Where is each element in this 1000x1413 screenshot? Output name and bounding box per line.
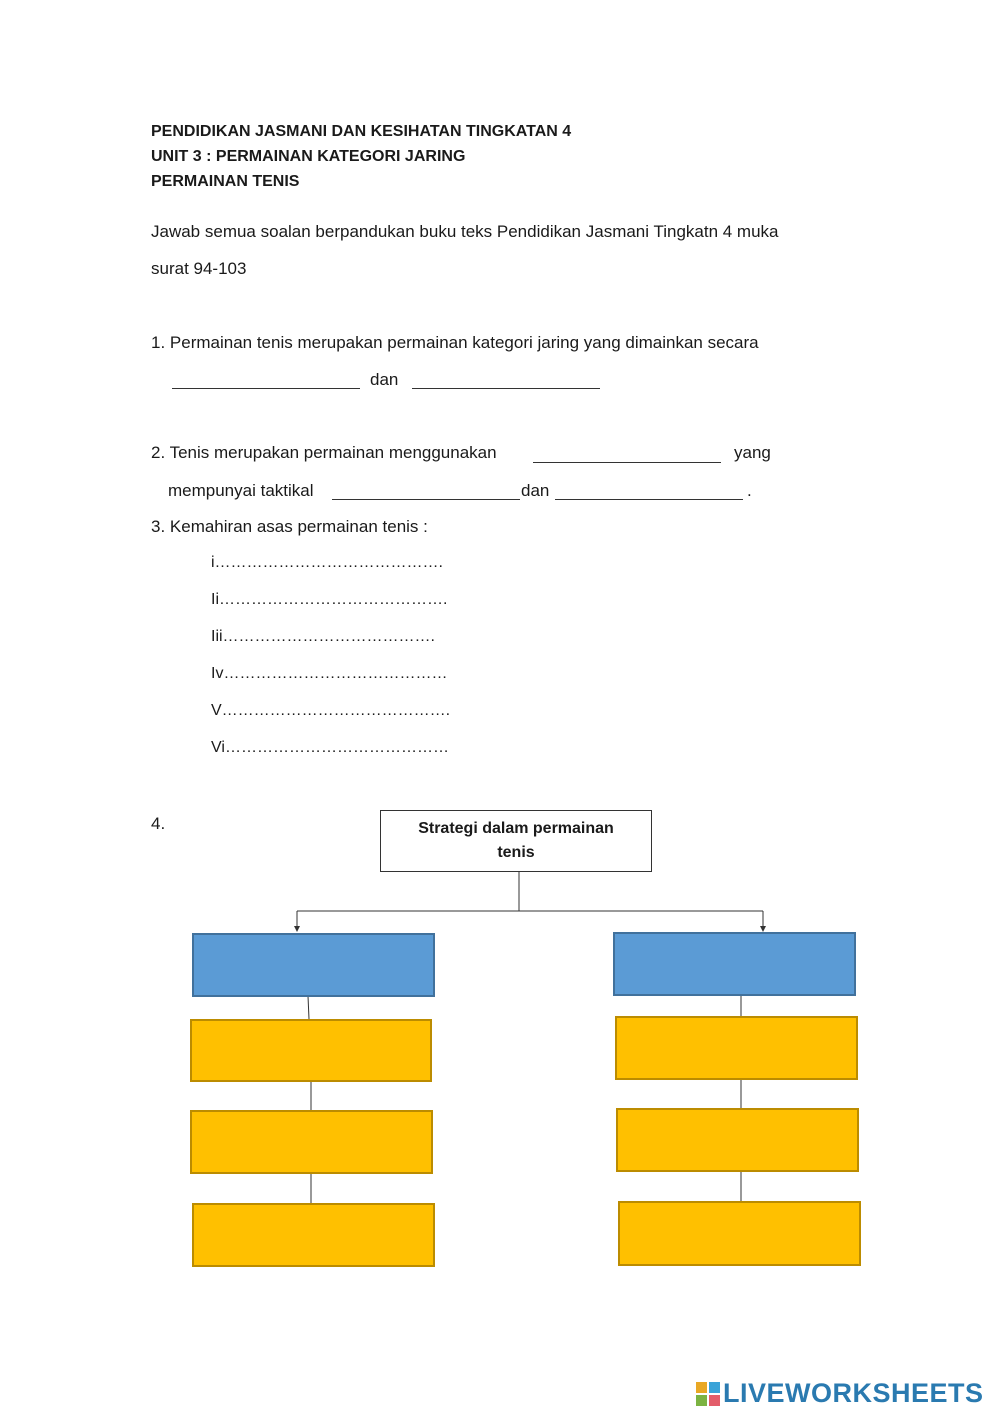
- unit-title: UNIT 3 : PERMAINAN KATEGORI JARING: [151, 148, 466, 165]
- q2-line2-prefix: mempunyai taktikal: [168, 481, 314, 500]
- liveworksheets-mark-icon: [696, 1382, 720, 1406]
- left-link-1: [308, 996, 309, 1019]
- q3-answer-item-4[interactable]: Iv……………………………………: [211, 665, 448, 682]
- liveworksheets-logo-text: LIVEWORKSHEETS: [723, 1378, 984, 1408]
- left-strategy-box[interactable]: [192, 933, 435, 997]
- left-detail-box-2[interactable]: [190, 1110, 433, 1174]
- q3-answer-item-1[interactable]: i…………………………………….: [211, 554, 443, 571]
- topic-title: PERMAINAN TENIS: [151, 173, 300, 190]
- q2-after-text: yang: [734, 443, 771, 462]
- q2-connector: dan: [521, 481, 550, 500]
- q3-answer-item-5[interactable]: V…………………………………….: [211, 702, 451, 719]
- question-4-number: 4.: [151, 814, 166, 833]
- right-detail-box-2[interactable]: [616, 1108, 859, 1172]
- question-1-text: 1. Permainan tenis merupakan permainan kategori jaring yang dimainkan secara: [151, 333, 759, 352]
- instruction-line-2: surat 94-103: [151, 259, 247, 278]
- right-detail-box-3[interactable]: [618, 1201, 861, 1266]
- q3-answer-item-6[interactable]: Vi……………………………………: [211, 739, 449, 756]
- liveworksheets-logo: [696, 1378, 984, 1409]
- question-2-text: 2. Tenis merupakan permainan menggunakan: [151, 443, 497, 462]
- worksheet-title: PENDIDIKAN JASMANI DAN KESIHATAN TINGKATAN 4: [151, 123, 572, 140]
- q3-answer-item-3[interactable]: Iii………………………………….: [211, 628, 435, 645]
- q2-end-period: .: [747, 481, 752, 500]
- right-detail-box-1[interactable]: [615, 1016, 858, 1080]
- instruction-line-1: Jawab semua soalan berpandukan buku teks Pendidikan Jasmani Tingkatn 4 muka: [151, 222, 779, 241]
- question-3-text: 3. Kemahiran asas permainan tenis :: [151, 517, 428, 536]
- left-detail-box-1[interactable]: [190, 1019, 432, 1082]
- left-detail-box-3[interactable]: [192, 1203, 435, 1267]
- right-strategy-box[interactable]: [613, 932, 856, 996]
- strategy-title-box: [380, 810, 652, 872]
- q1-connector: dan: [370, 370, 399, 389]
- left-arrow-head: [294, 926, 300, 932]
- strategy-title-text: Strategi dalam permainan tenis: [418, 820, 614, 861]
- q3-answer-item-2[interactable]: Ii…………………………………….: [211, 591, 448, 608]
